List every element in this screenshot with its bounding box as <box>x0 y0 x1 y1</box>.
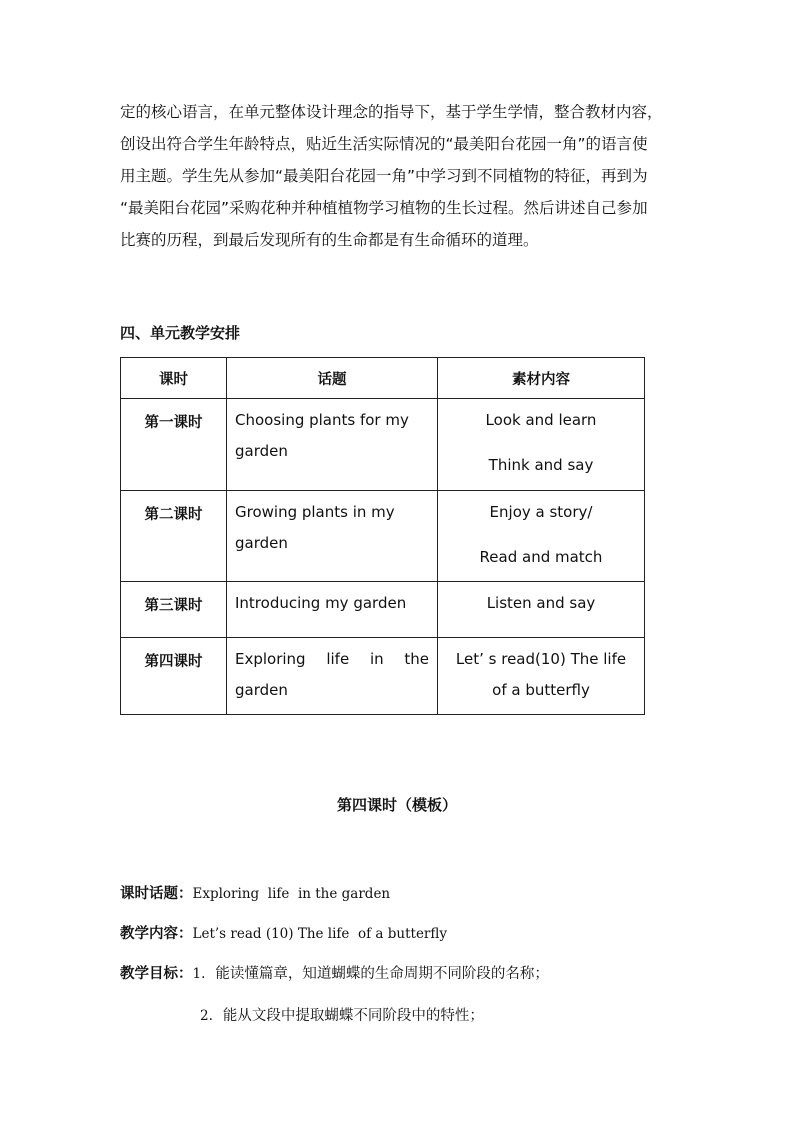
lesson-content <box>120 922 447 943</box>
paragraph-line: “最美阳台花园”采购花种并种植植物学习植物的生长过程。然后讲述自己参加 <box>120 199 648 217</box>
lesson-content-value: Let’s read (10) The life of a butterfly <box>192 926 448 942</box>
lesson-topic-value: Exploring life in the garden <box>192 886 391 902</box>
lesson-topic-label: 课时话题： <box>120 886 193 902</box>
intro-paragraph <box>120 96 692 256</box>
template-title: 第四课时（模板） <box>336 796 457 814</box>
header-topic: 话题 <box>227 358 438 399</box>
paragraph-line: 创设出符合学生年龄特点，贴近生活实际情况的“最美阳台花园一角”的语言使 <box>120 135 648 153</box>
goal-1-text: 能读懂篇章，知道蝴蝶的生命周期不同阶段的名称； <box>215 966 549 982</box>
topic-cell <box>227 638 438 715</box>
materials-cell <box>438 638 645 715</box>
topic-cell: Choosing plants for my garden <box>227 399 438 491</box>
table-row <box>121 638 645 715</box>
lesson-goals <box>120 962 549 983</box>
material-item: Let’ s read(10) The life <box>455 650 627 668</box>
material-item: Enjoy a story/ <box>489 503 593 521</box>
topic-line: Exploring life in the <box>235 650 429 668</box>
paragraph-line: 比赛的历程，到最后发现所有的生命都是有生命循环的道理。 <box>120 231 539 249</box>
lesson-content-label: 教学内容： <box>120 926 193 942</box>
lesson-cell: 第三课时 <box>121 582 227 638</box>
materials-cell <box>438 399 645 491</box>
paragraph-line: 定的核心语言，在单元整体设计理念的指导下，基于学生学情，整合教材内容， <box>120 103 663 121</box>
material-item: Look and learn <box>485 411 597 429</box>
lesson-topic <box>120 882 390 903</box>
materials-cell <box>438 491 645 582</box>
material-item: Think and say <box>488 456 594 474</box>
goal-2-text: 能从文段中提取蝴蝶不同阶段中的特性； <box>222 1008 484 1024</box>
section-heading: 四、单元教学安排 <box>120 324 241 342</box>
topic-line: garden <box>235 681 288 699</box>
topic-cell: Introducing my garden <box>227 582 438 638</box>
material-item: Read and match <box>479 548 603 566</box>
teaching-plan-table <box>120 357 645 715</box>
lesson-cell: 第一课时 <box>121 399 227 491</box>
table-row <box>121 582 645 638</box>
topic-cell: Growing plants in my garden <box>227 491 438 582</box>
header-lesson: 课时 <box>121 358 227 399</box>
material-item: Listen and say <box>486 594 596 612</box>
materials-cell <box>438 582 645 638</box>
table-header-row <box>121 358 645 399</box>
lesson-cell: 第二课时 <box>121 491 227 582</box>
lesson-goal-2 <box>200 1004 484 1025</box>
goal-2-number: 2. <box>200 1008 213 1024</box>
table-row <box>121 399 645 491</box>
lesson-goals-label: 教学目标： <box>120 966 193 982</box>
lesson-cell: 第四课时 <box>121 638 227 715</box>
goal-1-number: 1. <box>192 966 206 982</box>
material-item: of a butterfly <box>492 681 590 699</box>
paragraph-line: 用主题。学生先从参加“最美阳台花园一角”中学习到不同植物的特征，再到为 <box>120 167 648 185</box>
header-materials: 素材内容 <box>438 358 645 399</box>
table-row <box>121 491 645 582</box>
